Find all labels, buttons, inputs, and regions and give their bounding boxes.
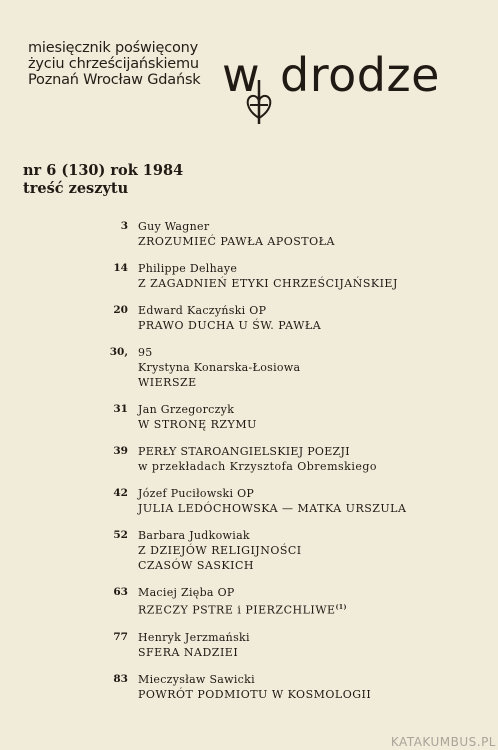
toc-title (138, 543, 498, 558)
toc-title-text: Z DZIEJÓW RELIGIJNOŚCI (138, 544, 302, 557)
toc-heading: treść zeszytu (23, 180, 129, 197)
toc-entry-content (138, 486, 498, 516)
toc-title (138, 318, 498, 333)
toc-author: Maciej Zięba OP (138, 586, 235, 599)
toc-author: Edward Kaczyński OP (138, 304, 267, 317)
toc-title-text: JULIA LEDÓCHOWSKA — MATKA URSZULA (138, 502, 407, 515)
toc-entry (0, 402, 498, 432)
toc-title-text: POWRÓT PODMIOTU W KOSMOLOGII (138, 687, 372, 701)
toc-title (138, 459, 498, 474)
toc-author: Mieczysław Sawicki (138, 672, 255, 686)
toc-author: PERŁY STAROANGIELSKIEJ POEZJI (138, 445, 350, 458)
toc-page-number: 31 (113, 403, 128, 415)
toc-title-text: ZROZUMIEĆ PAWŁA APOSTOŁA (138, 235, 335, 248)
toc-page-number: 14 (113, 262, 128, 274)
table-of-contents (0, 219, 498, 714)
toc-title (138, 417, 498, 432)
cross-heart-icon (242, 78, 276, 126)
tagline-line: Poznań Wrocław Gdańsk (28, 72, 201, 88)
toc-author: 95 (138, 346, 153, 359)
toc-author: Barbara Judkowiak (138, 529, 250, 542)
toc-entry (0, 585, 498, 618)
toc-title (138, 276, 498, 291)
toc-entry-content (138, 630, 498, 660)
toc-page-number: 30, (109, 346, 128, 358)
toc-title (138, 645, 498, 660)
toc-page-number: 42 (113, 487, 128, 499)
logo-w: w (222, 48, 258, 102)
toc-entry (0, 444, 498, 474)
toc-entry-content (138, 672, 498, 702)
toc-entry-content (138, 444, 498, 474)
toc-entry-content (138, 528, 498, 573)
toc-entry (0, 672, 498, 702)
toc-author: Krystyna Konarska-Łosiowa (138, 361, 301, 374)
toc-title-text: WIERSZE (138, 376, 197, 389)
tagline-line: życiu chrześcijańskiemu (28, 56, 199, 72)
toc-page-number: 77 (113, 630, 128, 643)
toc-author: Guy Wagner (138, 220, 210, 233)
toc-entry (0, 345, 498, 390)
toc-page-number: 39 (113, 445, 128, 457)
toc-footnote-mark: (1) (335, 604, 347, 611)
toc-author: Jan Grzegorczyk (138, 403, 235, 416)
toc-title-text: PRAWO DUCHA U ŚW. PAWŁA (138, 319, 322, 332)
masthead-tagline (28, 40, 201, 88)
issue-number: nr 6 (130) rok 1984 (23, 162, 184, 179)
toc-entry (0, 486, 498, 516)
toc-page-number: 83 (113, 672, 128, 685)
toc-author: Henryk Jerzmański (138, 630, 250, 644)
tagline-line: miesięcznik poświęcony (28, 40, 199, 56)
toc-entry-content (138, 345, 498, 390)
toc-entry-content (138, 402, 498, 432)
toc-entry-content (138, 261, 498, 291)
toc-entry (0, 261, 498, 291)
toc-entry-content (138, 303, 498, 333)
toc-title-text: RZECZY PSTRE i PIERZCHLIWE (138, 603, 336, 617)
toc-title (138, 558, 498, 573)
toc-entry (0, 630, 498, 660)
toc-entry (0, 219, 498, 249)
toc-author: Józef Puciłowski OP (138, 487, 255, 500)
toc-title (138, 375, 498, 390)
toc-title (138, 687, 498, 702)
toc-title-text: W STRONĘ RZYMU (138, 418, 257, 431)
toc-page-number: 63 (113, 586, 128, 598)
magazine-logo (222, 48, 452, 132)
toc-title-text: SFERA NADZIEI (138, 645, 239, 659)
toc-entry-content (138, 219, 498, 249)
toc-title-text: CZASÓW SASKICH (138, 559, 254, 572)
watermark: KATAKUMBUS.PL (390, 735, 496, 749)
toc-entry-content (138, 585, 498, 618)
toc-title (138, 234, 498, 249)
logo-word: drodze (280, 48, 440, 102)
toc-page-number: 20 (113, 304, 128, 316)
toc-page-number: 52 (113, 529, 128, 541)
toc-page-number: 3 (120, 220, 128, 232)
toc-title (138, 501, 498, 516)
toc-title-text: Z ZAGADNIEŃ ETYKI CHRZEŚCIJAŃSKIEJ (138, 277, 398, 290)
toc-title-text: w przekładach Krzysztofa Obremskiego (138, 460, 378, 473)
toc-entry (0, 303, 498, 333)
toc-author: Philippe Delhaye (138, 262, 238, 275)
toc-entry (0, 528, 498, 573)
toc-title (138, 600, 498, 618)
